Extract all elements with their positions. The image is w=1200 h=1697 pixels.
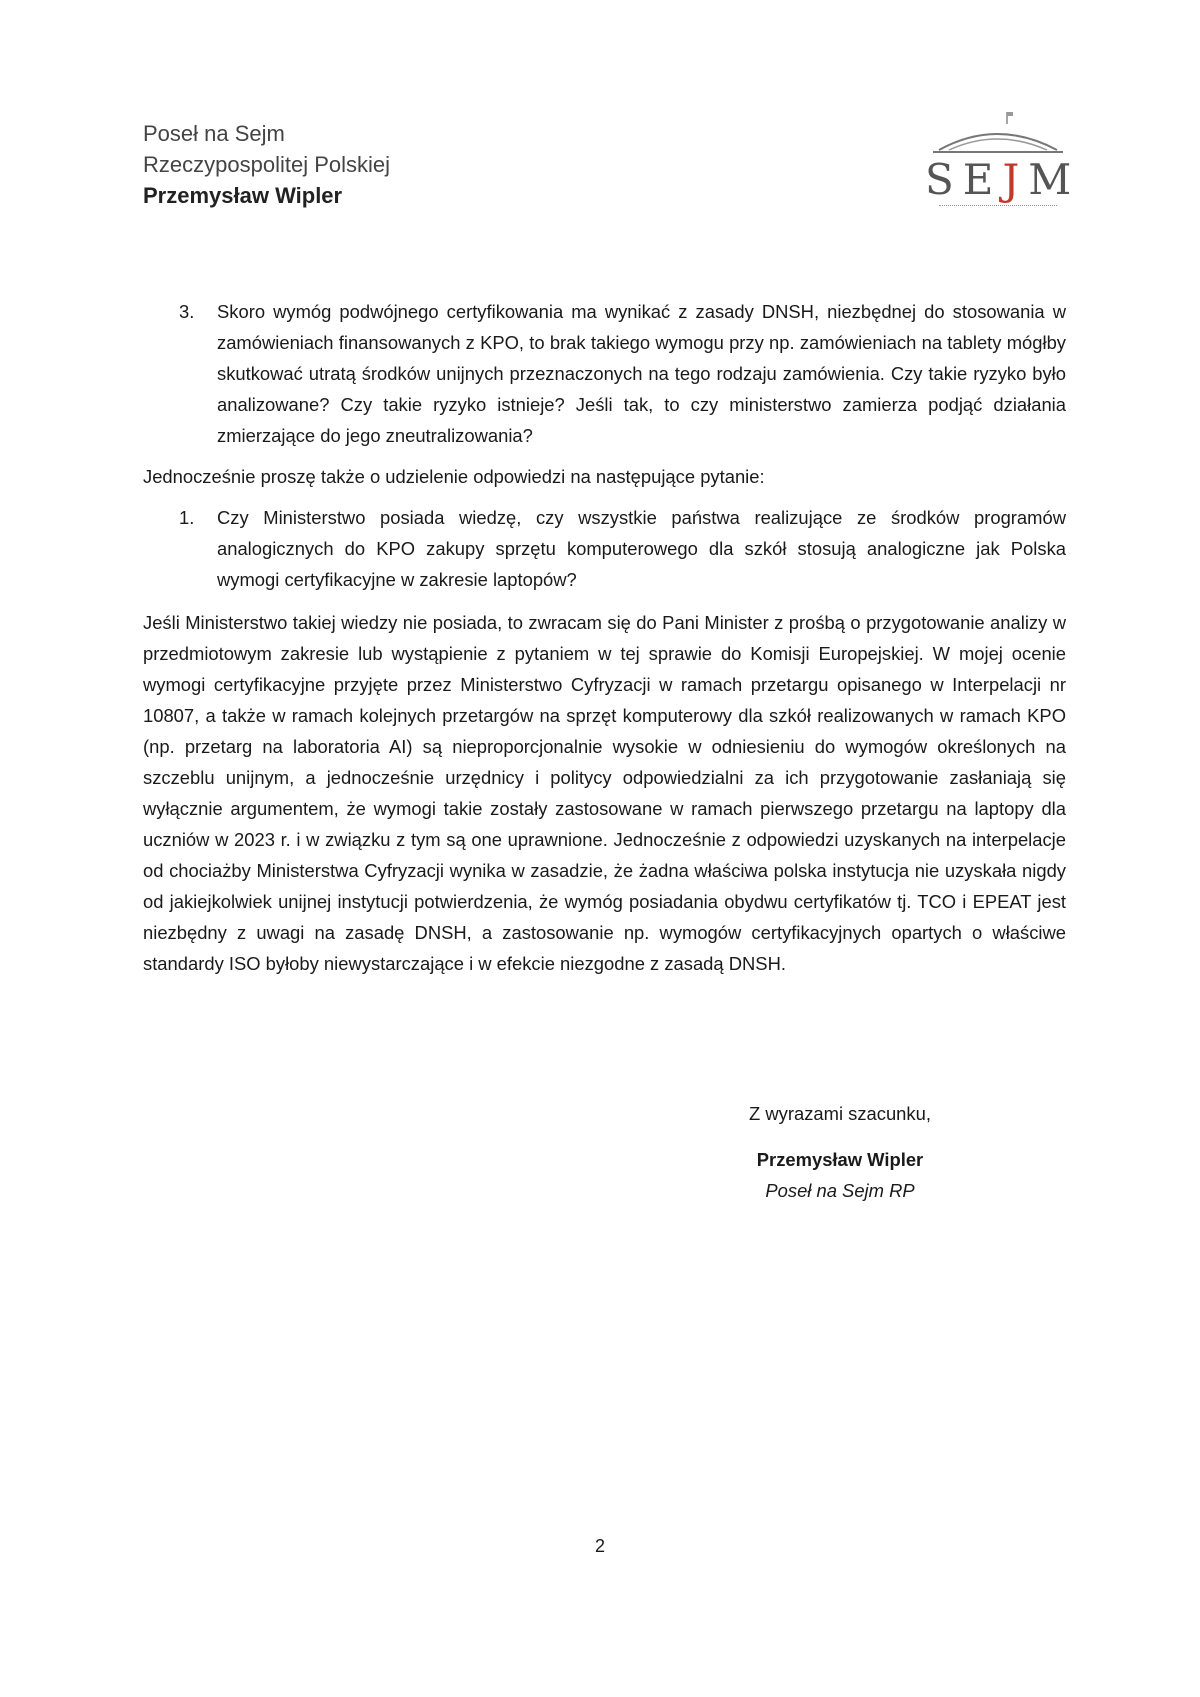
signature-name: Przemysław Wipler bbox=[756, 1149, 924, 1170]
question-text: Skoro wymóg podwójnego certyfikowania ma wynikać z zasady DNSH, niezbędnej do stosowania w zamówieniach finansowanych z KPO, to brak takiego wymogu przy np. zamówieniach na tablety mógłby skutkować utratą środków unijnych przeznaczonych na tego rodzaju zamówienia. Czy takie ryzyko było analizowane? Czy takie ryzyko istnieje? Jeśli tak, to czy ministerstwo zamierza podjąć działania zmierzające do jego zneutralizowania? bbox=[217, 301, 1066, 446]
main-paragraph: Jeśli Ministerstwo takiej wiedzy nie posiada, to zwracam się do Pani Minister z prośbą o przygotowanie analizy w przedmiotowym zakresie lub wystąpienie z pytaniem w tej sprawie do Komisji Europejskiej. W mojej ocenie wymogi certyfikacyjne przyjęte przez Ministerstwo Cyfryzacji w ramach przetargu opisanego w Interpelacji nr 10807, a także w ramach kolejnych przetargów na sprzęt komputerowy dla szkół realizowanych w ramach KPO (np. przetarg na laboratoria AI) są nieproporcjonalnie wysokie w odniesieniu do wymogów określonych na szczeblu unijnym, a jednocześnie urzędnicy i politycy odpowiedzialni za ich przygotowanie zasłaniają się wyłącznie argumentem, że wymogi takie zostały zastosowane w ramach pierwszego przetargu na laptopy dla uczniów w 2023 r. i w związku z tym są one uprawnione. Jednocześnie z odpowiedzi uzyskanych na interpelacje od chociażby Ministerstwa Cyfryzacji wynika w zasadzie, że żadna właściwa polska instytucja nie uzyskała nigdy od jakiejkolwiek unijnej instytucji potwierdzenia, że wymóg posiadania obydwu certyfikatów tj. TCO i EPEAT jest niezbędny z uwagi na zasadę DNSH, a zastosowanie np. wymogów certyfikacyjnych opartych o właściwe standardy ISO byłoby niewystarczające i w efekcie niezgodne z zasadą DNSH. bbox=[143, 612, 1066, 974]
letterhead-subtitle: Rzeczypospolitej Polskiej bbox=[143, 152, 390, 177]
list-number: 1. bbox=[179, 507, 195, 528]
intro-sentence: Jednocześnie proszę także o udzielenie odpowiedzi na następujące pytanie: bbox=[143, 466, 765, 487]
signature-title: Poseł na Sejm RP bbox=[765, 1180, 915, 1201]
sejm-building-icon bbox=[925, 110, 1070, 160]
question-text: Czy Ministerstwo posiada wiedzę, czy wszystkie państwa realizujące ze środków programów analogicznych do KPO zakupy sprzętu komputerowego dla szkół stosują analogiczne jak Polska wymogi certyfikacyjne w zakresie laptopów? bbox=[217, 507, 1066, 590]
question-item-3 bbox=[143, 296, 1066, 451]
sejm-logo-text: SEJM bbox=[925, 155, 1081, 204]
question-item-1 bbox=[143, 502, 1066, 595]
letterhead-title: Poseł na Sejm bbox=[143, 121, 285, 146]
letterhead bbox=[143, 118, 390, 211]
list-number: 3. bbox=[179, 301, 195, 322]
letter-body bbox=[143, 296, 1066, 979]
closing-regards: Z wyrazami szacunku, bbox=[749, 1103, 931, 1124]
page-number: 2 bbox=[594, 1536, 605, 1556]
logo-underline bbox=[939, 205, 1057, 209]
letterhead-name: Przemysław Wipler bbox=[143, 183, 343, 208]
sejm-logo bbox=[925, 110, 1081, 210]
